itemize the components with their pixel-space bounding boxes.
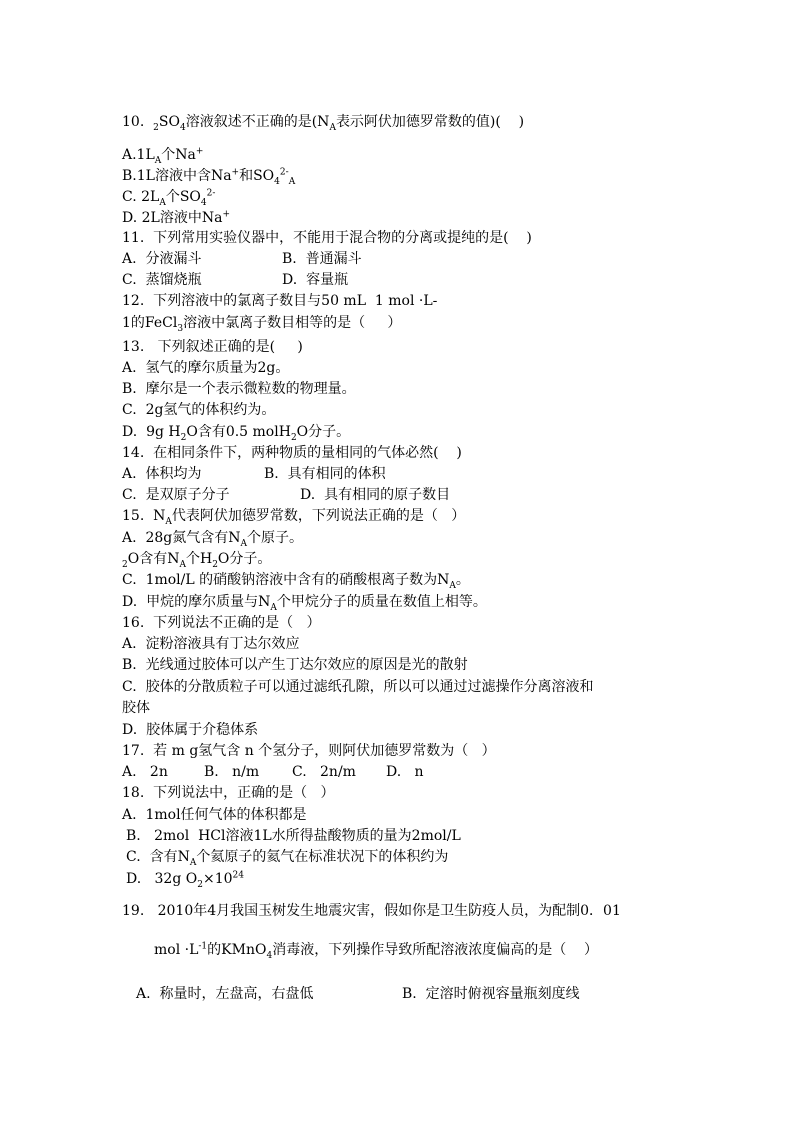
- q18-option-c: [126, 847, 448, 867]
- q14-stem: 14. 在相同条件下，两种物质的量相同的气体必然( ): [122, 445, 462, 461]
- q13-d-b: O含有0.5 molH: [186, 424, 291, 440]
- q10-b-mid: 和SO: [239, 168, 275, 184]
- q17-option-c: C. 2n/m: [292, 764, 356, 780]
- q10-stem-text-c: 溶液叙述不正确的是(N: [185, 114, 330, 130]
- q18-c-b: 个氦原子的氦气在标准状况下的体积约为: [196, 849, 449, 865]
- q15-option-d: [122, 592, 487, 612]
- q10-option-a: [122, 145, 203, 165]
- q13-stem: 13. 下列叙述正确的是( ): [122, 339, 303, 355]
- q12-stem2-a: 1的FeCl: [122, 315, 178, 331]
- q17-option-d: D. n: [386, 764, 424, 780]
- q10-option-b: [122, 166, 295, 186]
- q13-option-d: [122, 422, 350, 442]
- q15-a-a: A. 28g氮气含有N: [122, 530, 241, 546]
- q10-a-mid: 个Na: [161, 147, 196, 163]
- q15-b-sub3: 2: [212, 559, 218, 570]
- q15-b-b: 个H: [185, 551, 213, 567]
- q18-d-b: ×10: [202, 871, 233, 887]
- q11-option-c: C. 蒸馏烧瓶: [122, 272, 202, 288]
- q19-option-b: B. 定溶时俯视容量瓶刻度线: [402, 986, 580, 1002]
- q19-stem-line2: [154, 940, 598, 960]
- q15-b-a: O含有N: [127, 551, 180, 567]
- q16-stem: 16. 下列说法不正确的是（ ）: [122, 615, 321, 631]
- q10-c-mid: 个SO: [165, 189, 201, 205]
- q12-stem2-b: 溶液中氯离子数目相等的是（ ）: [183, 315, 402, 331]
- q15-d-b: 个甲烷分子的质量在数值上相等。: [276, 594, 487, 610]
- q10-b-sup2: 2-: [279, 167, 289, 178]
- q19-stem2-b: 的KMnO: [207, 942, 267, 958]
- q16-option-b: B. 光线通过胶体可以产生丁达尔效应的原因是光的散射: [122, 657, 468, 673]
- q11-stem: 11. 下列常用实验仪器中，不能用于混合物的分离或提纯的是( ): [122, 230, 532, 246]
- q14-options-cd: [122, 485, 450, 505]
- q13-d-sub2: 2: [290, 432, 297, 443]
- q13-d-sub: 2: [180, 432, 187, 443]
- q12-stem2-sub: 3: [177, 323, 184, 334]
- q15-d-a: D. 甲烷的摩尔质量与N: [122, 594, 271, 610]
- q11-option-b: B. 普通漏斗: [282, 251, 362, 267]
- q19-stem2-sub: 4: [266, 950, 273, 961]
- q18-d-sup: 24: [232, 870, 244, 881]
- q13-option-b: B. 摩尔是一个表示微粒数的物理量。: [122, 381, 356, 397]
- q10-c-sub: A: [159, 197, 166, 208]
- q14-option-a: A. 体积均为: [122, 466, 202, 482]
- q19-stem2-a: mol ·L: [154, 942, 199, 958]
- q10-a-sup: +: [195, 146, 204, 157]
- q13-d-c: O分子。: [296, 424, 351, 440]
- q10-b-sub: 4: [274, 176, 280, 187]
- q19-stem2-sup: -1: [198, 941, 208, 952]
- q15-a-b: 个原子。: [247, 530, 303, 546]
- q15-option-c: [122, 570, 470, 590]
- q13-option-c: C. 2g氢气的体积约为。: [122, 402, 276, 418]
- q14-options-ab: [122, 464, 386, 484]
- q10-stem-sub3: A: [329, 122, 336, 133]
- q10-b-pre: B.1L溶液中含Na: [122, 168, 232, 184]
- q10-stem-sub: 2: [153, 122, 159, 133]
- q15-stem: [122, 506, 465, 526]
- q16-option-a: A. 淀粉溶液具有丁达尔效应: [122, 636, 300, 652]
- q14-option-b: B. 具有相同的体积: [264, 466, 386, 482]
- q15-stem-a: 15. N: [122, 508, 166, 524]
- q18-option-d: [126, 869, 244, 889]
- q12-stem-line2: [122, 313, 401, 333]
- q18-option-a: A. 1mol任何气体的体积都是: [122, 807, 307, 823]
- q19-stem-line1: 19. 2010年4月我国玉树发生地震灾害，假如你是卫生防疫人员，为配制0．01: [122, 903, 621, 919]
- q12-stem-line1: 12. 下列溶液中的氯离子数目与50 mL 1 mol ·L-: [122, 293, 438, 309]
- q18-d-a: D. 32g O: [126, 871, 198, 887]
- q15-stem-b: 代表阿伏加德罗常数，下列说法正确的是（ ）: [171, 508, 466, 524]
- q18-d-sub: 2: [197, 879, 203, 890]
- q18-option-b: B. 2mol HCl溶液1L水所得盐酸物质的量为2mol/L: [126, 828, 461, 844]
- q15-d-sub: A: [270, 602, 277, 613]
- q16-option-c-line2: 胶体: [122, 700, 150, 716]
- q18-c-a: C. 含有N: [126, 849, 190, 865]
- q15-option-b: [122, 549, 271, 569]
- q14-option-d: D. 具有相同的原子数目: [300, 487, 451, 503]
- q10-stem-text-b: SO: [158, 114, 180, 130]
- q16-option-c-line1: C. 胶体的分散质粒子可以通过滤纸孔隙，所以可以通过过滤操作分离溶液和: [122, 679, 594, 695]
- q19-option-a: A. 称量时，左盘高，右盘低: [136, 986, 314, 1002]
- q18-c-sub: A: [189, 857, 197, 868]
- q17-option-b: B. n/m: [204, 764, 260, 780]
- q10-b-sub2: A: [288, 176, 296, 187]
- q15-c-sub: A: [449, 580, 456, 591]
- q10-option-c: [122, 187, 215, 207]
- q15-a-sub: A: [240, 538, 247, 549]
- q15-b-sub2: A: [179, 559, 186, 570]
- q13-d-a: D. 9g H: [122, 424, 181, 440]
- q19-options: [136, 984, 580, 1004]
- q11-option-a: A. 分液漏斗: [122, 251, 202, 267]
- q10-c-sub2: 4: [200, 197, 207, 208]
- q14-option-c: C. 是双原子分子: [122, 487, 230, 503]
- q16-option-d: D. 胶体属于介稳体系: [122, 722, 259, 738]
- q10-stem-sub2: 4: [179, 122, 186, 133]
- q13-option-a: A. 氢气的摩尔质量为2g。: [122, 360, 290, 376]
- q10-c-pre: C. 2L: [122, 189, 160, 205]
- q10-b-sup: +: [231, 167, 240, 178]
- q18-stem: 18. 下列说法中，正确的是（ ）: [122, 785, 335, 801]
- q10-d-pre: D. 2L溶液中Na: [122, 210, 223, 226]
- q10-stem-text: 10.: [122, 114, 154, 130]
- q10-d-sup: +: [222, 209, 230, 220]
- q17-options: [122, 762, 424, 782]
- q10-option-d: [122, 208, 230, 228]
- q10-stem-text-d: 表示阿伏加德罗常数的值)( ): [335, 114, 525, 130]
- q15-b-c: O分子。: [217, 551, 272, 567]
- q11-options-ab: [122, 249, 362, 269]
- q11-options-cd: [122, 270, 348, 290]
- q15-option-a: [122, 528, 303, 548]
- q10-a-sub: A: [154, 155, 162, 166]
- q10-c-sup: 2-: [206, 188, 216, 199]
- q19-stem2-c: 消毒液，下列操作导致所配溶液浓度偏高的是（ ）: [272, 942, 599, 958]
- q15-b-sub: 2: [122, 559, 128, 570]
- q17-stem: 17. 若 m g氢气含 n 个氢分子，则阿伏加德罗常数为（ ）: [122, 743, 496, 759]
- q11-option-d: D. 容量瓶: [282, 272, 349, 288]
- q15-c-b: 。: [455, 572, 470, 588]
- q10-a-pre: A.1L: [122, 147, 155, 163]
- q15-c-a: C. 1mol/L 的硝酸钠溶液中含有的硝酸根离子数为N: [122, 572, 450, 588]
- q17-option-a: A. 2n: [122, 764, 168, 780]
- q15-stem-sub: A: [165, 516, 172, 527]
- q10-stem: [122, 112, 524, 132]
